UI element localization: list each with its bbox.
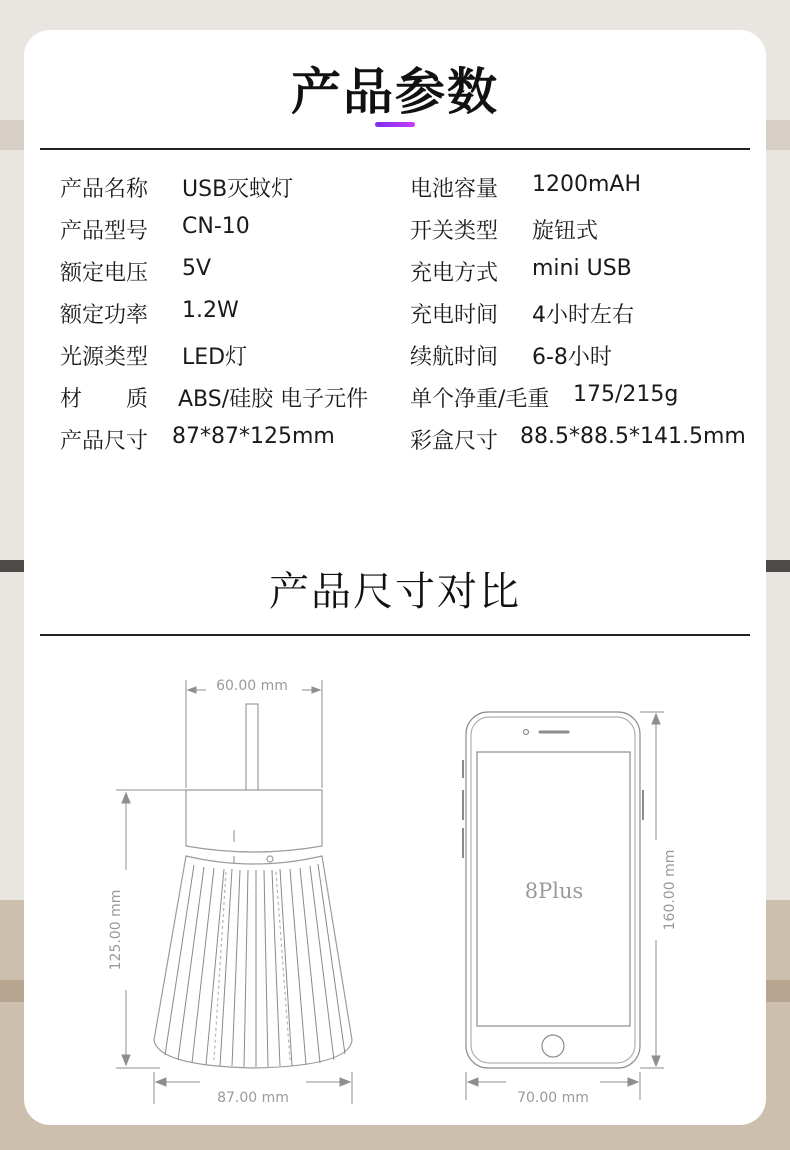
phone-width-label: 70.00 mm — [517, 1090, 589, 1106]
lamp-width-top-label: 60.00 mm — [216, 678, 288, 694]
spec-value: 6-8小时 — [532, 345, 612, 370]
spec-label: 彩盒尺寸 — [410, 429, 499, 454]
lamp-width-bottom-label: 87.00 mm — [217, 1090, 289, 1106]
spec-value: 5V — [182, 256, 212, 281]
spec-value: 87*87*125mm — [172, 424, 335, 449]
phone-height-label: 160.00 mm — [662, 849, 678, 931]
section-title: 产品尺寸对比 — [269, 569, 521, 615]
spec-value: 旋钮式 — [532, 219, 599, 244]
spec-label: 续航时间 — [410, 345, 499, 370]
spec-label: 开关类型 — [410, 219, 499, 244]
spec-value: 88.5*88.5*141.5mm — [520, 424, 746, 449]
spec-value: mini USB — [532, 256, 632, 281]
spec-label: 产品型号 — [60, 219, 149, 244]
lamp-height-label: 125.00 mm — [108, 889, 124, 971]
spec-label: 额定电压 — [60, 261, 149, 286]
spec-value: LED灯 — [182, 345, 248, 370]
spec-label: 单个净重/毛重 — [410, 387, 550, 412]
spec-value: USB灭蚊灯 — [182, 177, 294, 202]
spec-value: ABS/硅胶 电子元件 — [178, 387, 369, 412]
spec-label: 产品尺寸 — [60, 429, 149, 454]
spec-label: 材 质 — [60, 387, 149, 412]
spec-value: 1200mAH — [532, 172, 642, 197]
spec-label: 产品名称 — [60, 177, 149, 202]
spec-label: 光源类型 — [60, 345, 149, 370]
spec-value: 175/215g — [573, 382, 679, 407]
spec-label: 充电方式 — [410, 261, 499, 286]
spec-value: CN-10 — [182, 214, 250, 239]
spec-value: 1.2W — [182, 298, 239, 323]
page-title: 产品参数 — [291, 63, 499, 121]
spec-label: 充电时间 — [410, 303, 499, 328]
spec-label: 电池容量 — [410, 177, 499, 202]
phone-model-label: 8Plus — [524, 879, 584, 903]
spec-label: 额定功率 — [60, 303, 149, 328]
spec-value: 4小时左右 — [532, 303, 634, 328]
